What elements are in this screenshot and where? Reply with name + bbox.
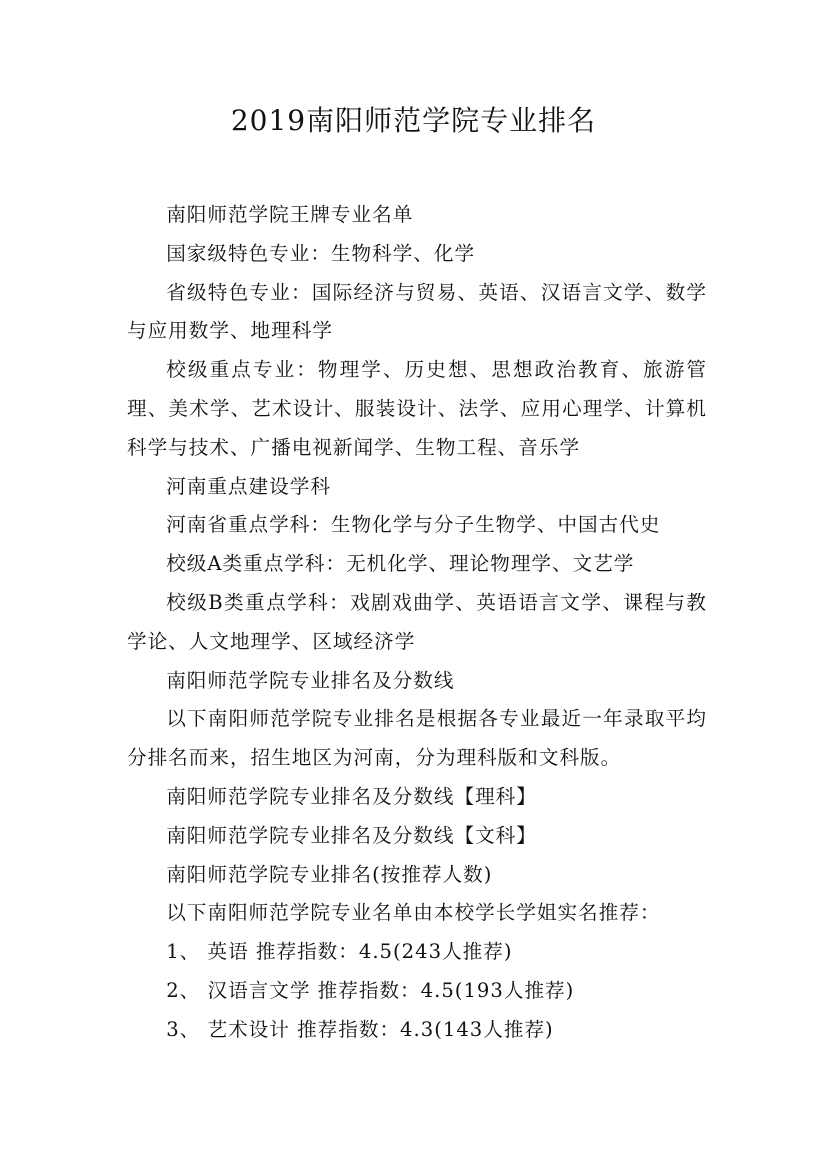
paragraph-heading-recommend-ranking: 南阳师范学院专业排名(按推荐人数) [166,862,493,886]
list-item-rank-1: 1、 英语 推荐指数：4.5(243人推荐) [166,940,513,964]
paragraph-science-scores: 南阳师范学院专业排名及分数线【理科】 [166,784,537,808]
document-body [127,196,707,1050]
paragraph-heading-henan-disciplines: 河南重点建设学科 [166,474,331,498]
list-item-rank-2: 2、 汉语言文学 推荐指数：4.5(193人推荐) [166,978,575,1002]
paragraph-recommend-intro: 以下南阳师范学院专业名单由本校学长学姐实名推荐： [166,901,661,925]
paragraph-class-a-disciplines: 校级A类重点学科：无机化学、理论物理学、文艺学 [166,552,635,576]
paragraph-heading-ranking-scores: 南阳师范学院专业排名及分数线 [166,668,455,692]
paragraph-class-b-disciplines: 校级B类重点学科：戏剧戏曲学、英语语言文学、课程与教学论、人文地理学、区域经济学 [127,590,707,653]
paragraph-heading-flagship: 南阳师范学院王牌专业名单 [166,203,414,226]
paragraph-provincial-majors: 省级特色专业：国际经济与贸易、英语、汉语言文学、数学与应用数学、地理科学 [127,280,707,343]
paragraph-school-key-majors: 校级重点专业：物理学、历史想、思想政治教育、旅游管理、美术学、艺术设计、服装设计、法学、应用心理学、计算机科学与技术、广播电视新闻学、生物工程、音乐学 [127,358,707,459]
paragraph-ranking-explanation: 以下南阳师范学院专业排名是根据各专业最近一年录取平均分排名而来，招生地区为河南，分为理科版和文科版。 [127,707,707,770]
list-item-rank-3: 3、 艺术设计 推荐指数：4.3(143人推荐) [166,1017,554,1041]
paragraph-henan-key-disciplines: 河南省重点学科：生物化学与分子生物学、中国古代史 [166,513,661,537]
document-title: 2019南阳师范学院专业排名 [230,104,597,137]
paragraph-national-majors: 国家级特色专业：生物科学、化学 [166,241,476,265]
paragraph-arts-scores: 南阳师范学院专业排名及分数线【文科】 [166,823,537,847]
